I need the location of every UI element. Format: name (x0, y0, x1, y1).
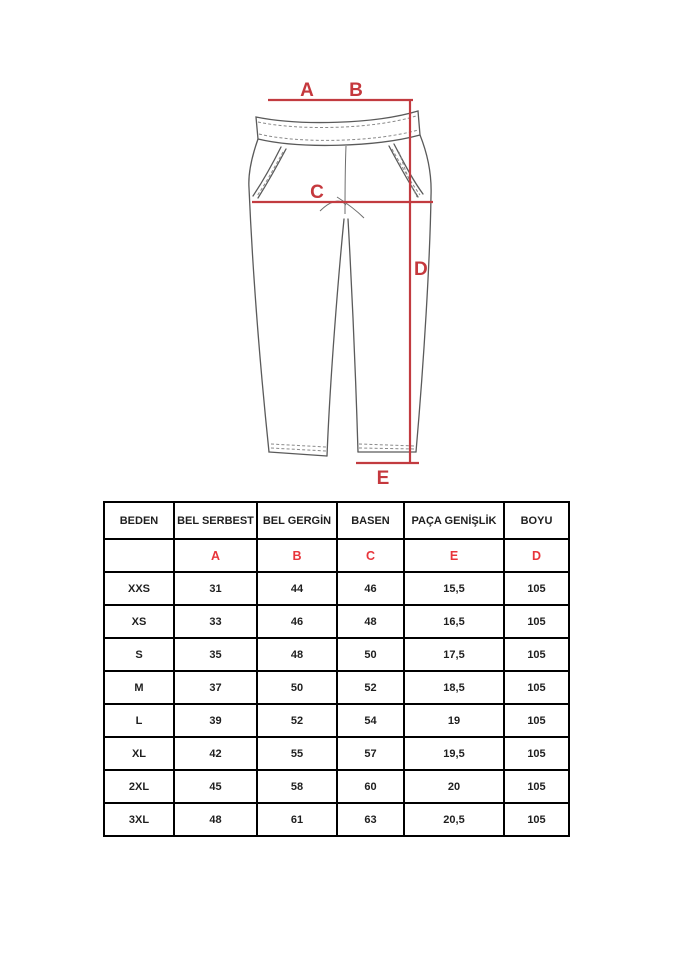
value-cell: 105 (504, 572, 569, 605)
right-pocket-inner (389, 146, 418, 197)
value-cell: 105 (504, 770, 569, 803)
waistband-bottom-stitch (259, 130, 418, 140)
value-cell: 39 (174, 704, 257, 737)
value-cell: 55 (257, 737, 337, 770)
table-row-xl (104, 737, 569, 770)
letter-cell-b: B (257, 539, 337, 572)
value-cell: 42 (174, 737, 257, 770)
value-cell: 105 (504, 605, 569, 638)
size-cell: S (104, 638, 174, 671)
col-header-bel-gergin: BEL GERGİN (257, 502, 337, 539)
value-cell: 105 (504, 671, 569, 704)
value-cell: 15,5 (404, 572, 504, 605)
size-cell: XS (104, 605, 174, 638)
letter-cell-d: D (504, 539, 569, 572)
letter-cell-c: C (337, 539, 404, 572)
left-hem-stitch-1 (271, 444, 326, 447)
right-inner-seam (348, 219, 358, 452)
size-cell: 2XL (104, 770, 174, 803)
value-cell: 18,5 (404, 671, 504, 704)
table-row-3xl (104, 803, 569, 836)
size-cell: XXS (104, 572, 174, 605)
header-row (104, 502, 569, 539)
value-cell: 50 (257, 671, 337, 704)
col-header-bel-serbest: BEL SERBEST (174, 502, 257, 539)
table-row-2xl (104, 770, 569, 803)
value-cell: 48 (257, 638, 337, 671)
value-cell: 52 (337, 671, 404, 704)
value-cell: 52 (257, 704, 337, 737)
value-cell: 46 (337, 572, 404, 605)
value-cell: 48 (174, 803, 257, 836)
measure-label-d: D (414, 259, 428, 280)
value-cell: 61 (257, 803, 337, 836)
size-cell: M (104, 671, 174, 704)
value-cell: 50 (337, 638, 404, 671)
value-cell: 105 (504, 803, 569, 836)
measure-label-c: C (310, 182, 324, 203)
value-cell: 105 (504, 737, 569, 770)
value-cell: 54 (337, 704, 404, 737)
right-hem-stitch-2 (359, 448, 415, 449)
col-header-beden: BEDEN (104, 502, 174, 539)
measure-label-a: A (300, 80, 314, 101)
size-table (103, 501, 570, 837)
right-hem-stitch-1 (359, 444, 415, 446)
left-pocket-stitch (257, 152, 283, 196)
value-cell: 19,5 (404, 737, 504, 770)
value-cell: 20,5 (404, 803, 504, 836)
left-inner-seam (327, 219, 344, 456)
value-cell: 33 (174, 605, 257, 638)
value-cell: 105 (504, 638, 569, 671)
value-cell: 44 (257, 572, 337, 605)
measurement-lines (252, 100, 433, 464)
value-cell: 45 (174, 770, 257, 803)
letter-row (104, 539, 569, 572)
table-row-s (104, 638, 569, 671)
left-hem-stitch-2 (271, 448, 326, 451)
measure-label-e: E (376, 468, 390, 489)
value-cell: 105 (504, 704, 569, 737)
right-outer-seam (416, 135, 431, 452)
letter-cell (104, 539, 174, 572)
letter-cell-a: A (174, 539, 257, 572)
left-pocket-inner (258, 149, 286, 198)
value-cell: 31 (174, 572, 257, 605)
size-cell: L (104, 704, 174, 737)
table-row-l (104, 704, 569, 737)
value-cell: 19 (404, 704, 504, 737)
pants-sketch (249, 111, 431, 456)
size-cell: 3XL (104, 803, 174, 836)
value-cell: 48 (337, 605, 404, 638)
table-row-xxs (104, 572, 569, 605)
size-cell: XL (104, 737, 174, 770)
left-hem-edge (269, 452, 327, 456)
measure-label-b: B (349, 80, 363, 101)
table-row-xs (104, 605, 569, 638)
left-pocket-outer (253, 147, 281, 196)
value-cell: 58 (257, 770, 337, 803)
value-cell: 63 (337, 803, 404, 836)
col-header-boyu: BOYU (504, 502, 569, 539)
value-cell: 20 (404, 770, 504, 803)
table-row-m (104, 671, 569, 704)
value-cell: 17,5 (404, 638, 504, 671)
value-cell: 46 (257, 605, 337, 638)
value-cell: 35 (174, 638, 257, 671)
value-cell: 57 (337, 737, 404, 770)
value-cell: 37 (174, 671, 257, 704)
value-cell: 16,5 (404, 605, 504, 638)
measurement-labels (300, 80, 428, 489)
drawstring-right (337, 197, 364, 218)
value-cell: 60 (337, 770, 404, 803)
letter-cell-e: E (404, 539, 504, 572)
col-header-paca-genislik: PAÇA GENİŞLİK (404, 502, 504, 539)
right-pocket-outer (394, 144, 423, 194)
col-header-basen: BASEN (337, 502, 404, 539)
